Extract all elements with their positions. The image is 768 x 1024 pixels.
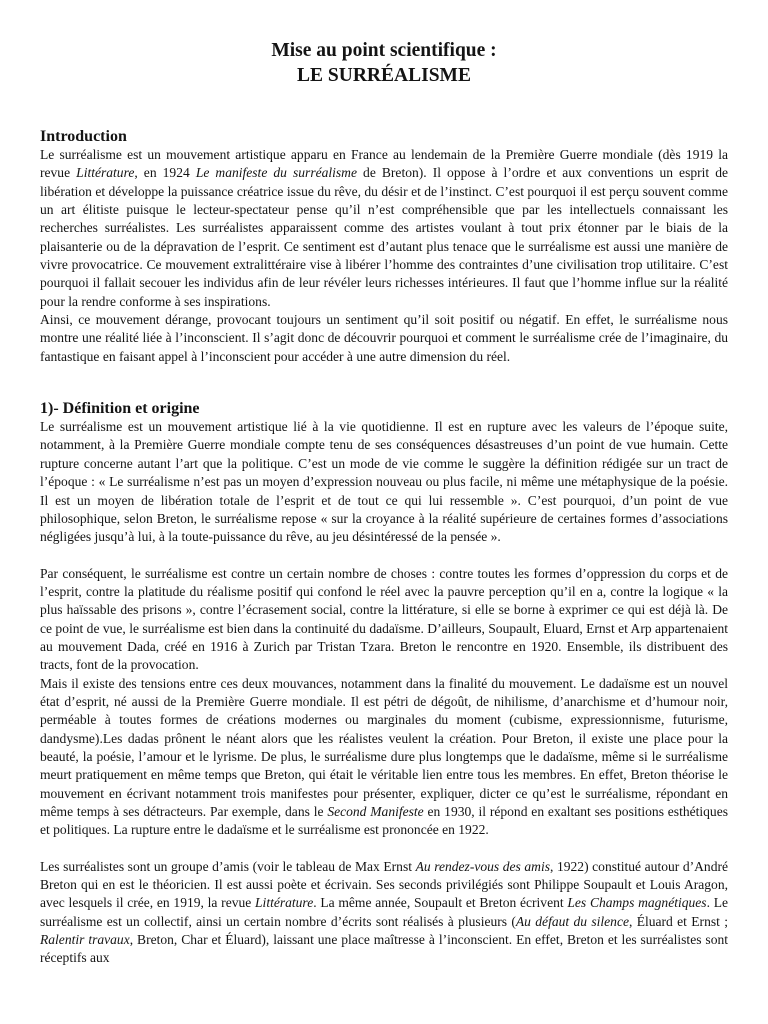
italic-title: Au rendez-vous des amis xyxy=(415,858,550,874)
italic-title: Au défaut du silence xyxy=(515,913,629,929)
section-1-paragraph-3: Mais il existe des tensions entre ces deux mouvances, notamment dans la finalité du mouvement. Le dadaïsme est un nouvel état d’esprit, né aussi de la Première Guerre mondiale. Il est pétri de dégoût, de nihilisme, d’anarchisme et d’humour noir, perméable à toutes formes de créations modernes ou marginales du moment (cubisme, expressionnisme, futurisme, dandysme).Les dadas prônent le néant alors que les réalistes veulent la création. Pour Breton, il existe une place pour la beauté, la poésie, l’amour et le lyrisme. De plus, le surréalisme dure plus longtemps que le dadaïsme, même si le surréalisme meurt pratiquement en même temps que Breton, qui était le véritable lien entre tous les membres. En effet, Breton théorise le mouvement en écrivant notamment trois manifestes pour présenter, expliquer, dicter ce qu’est le surréalisme, répondant en même temps à ses détracteurs. Par exemple, dans le Second Manifeste en 1930, il répond en exaltant ses positions esthétiques et politiques. La rupture entre le dadaïsme et le surréalisme est prononcée en 1922. xyxy=(40,675,728,838)
section-1-paragraph-4: Les surréalistes sont un groupe d’amis (voir le tableau de Max Ernst Au rendez-vous des amis, 1922) constitué autour d’André Breton qui en est le théoricien. Il est aussi poète et écrivain. Ses seconds privilégiés sont Philippe Soupault et Louis Aragon, avec lesquels il crée, en 1919, la revue Littérature. La même année, Soupault et Breton écrivent Les Champs magnétiques. Le surréalisme est un collectif, ainsi un certain nombre d’écrits sont réalisés à plusieurs (Au défaut du silence, Éluard et Ernst ; Ralentir travaux, Breton, Char et Éluard), laissant une place maîtresse à l’inconscient. En effet, Breton et les surréalistes sont réceptifs aux xyxy=(40,858,729,966)
introduction-paragraph-1: Le surréalisme est un mouvement artistique apparu en France au lendemain de la Première Guerre mondiale (dès 1919 la revue Littérature, en 1924 Le manifeste du surréalisme de Breton). Il oppose à l’ordre et aux conventions un esprit de libération et développe la puissance créatrice issue du rêve, du désir et de l’instinct. C’est pourquoi il est perçu souvent comme un art élitiste puisque le lecteur-spectateur pense qu’il n’est compréhensible que par les intellectuels connaissant les recherches surréalistes. Les surréalistes apparaissent comme des artistes voulant à tout prix étonner par le biais de la plaisanterie ou de la dépravation de l’esprit. Ce sentiment est d’autant plus tenace que le surréalisme est aussi une manière de vivre provocatrice. Ce mouvement extralittéraire vise à libérer l’homme des contraintes d’une civilisation trop utilitaire. C’est pourquoi il fallait secouer les individus afin de leur révéler leurs richesses intérieures. Il faut que l’homme influe sur la réalité pour la rendre conforme à ses inspirations. xyxy=(40,147,728,309)
section-1-paragraph-2: Par conséquent, le surréalisme est contre un certain nombre de choses : contre toutes les formes d’oppression du corps et de l’esprit, contre la platitude du réalisme positif qui confond le réel avec la pauvre perception qu’il en a, contre la logique « la plus haïssable des prisons », contre l’écrasement social, contre la littérature, si elle se borne à exprimer ce qui est déjà là. De ce point de vue, le surréalisme est bien dans la continuité du dadaïsme. D’ailleurs, Soupault, Eluard, Ernst et Arp appartenaient au mouvement Dada, créé en 1916 à Zurich par Tristan Tzara. Breton le rencontre en 1920. Ensemble, ils distribuent des tracts, font de la provocation. xyxy=(40,565,728,673)
italic-title: Littérature xyxy=(255,895,314,911)
italic-title: Second Manifeste xyxy=(327,804,424,819)
italic-title: Ralentir travaux xyxy=(40,932,130,948)
italic-title: Les Champs magnétiques xyxy=(567,895,707,911)
section-1-heading: 1)- Définition et origine xyxy=(40,400,200,418)
introduction-paragraph-2: Ainsi, ce mouvement dérange, provocant toujours un sentiment qu’il soit positif ou négatif. En effet, le surréalisme nous montre une réalité liée à l’inconscient. Il s’agit donc de découvrir pourquoi et comment le surréalisme crée de l’imaginaire, du fantastique en faisant appel à l’inconscient pour accéder à une autre dimension du réel. xyxy=(40,312,728,364)
document-title xyxy=(40,0,728,88)
title-line-2: LE SURRÉALISME xyxy=(297,65,471,86)
italic-title: Littérature xyxy=(76,165,135,181)
section-1-paragraph-1: Le surréalisme est un mouvement artistique lié à la vie quotidienne. Il est en rupture avec les valeurs de l’époque suite, notamment, à la Première Guerre mondiale compte tenu de ses conséquences désastreuses d’un point de vue humain. Cette rupture concerne autant l’art que la politique. C’est un mode de vie comme le suggère la définition rédigée sur un tract de l’époque : « Le surréalisme n’est pas un moyen d’expression nouveau ou plus facile, ni même une métaphysique de la poésie. Il est un moyen de libération totale de l’esprit et de tout ce qui lui ressemble ». C’est pourquoi, d’un point de vue philosophique, selon Breton, le surréalisme repose « sur la croyance à la réalité supérieure de certaines formes d’associations négligées jusqu’à lui, à la toute-puissance du rêve, au jeu désintéressé de la pensée ». xyxy=(40,419,728,545)
italic-title: Le manifeste du surréalisme xyxy=(195,165,357,181)
title-line-1: Mise au point scientifique : xyxy=(271,40,497,61)
introduction-heading: Introduction xyxy=(40,128,127,145)
